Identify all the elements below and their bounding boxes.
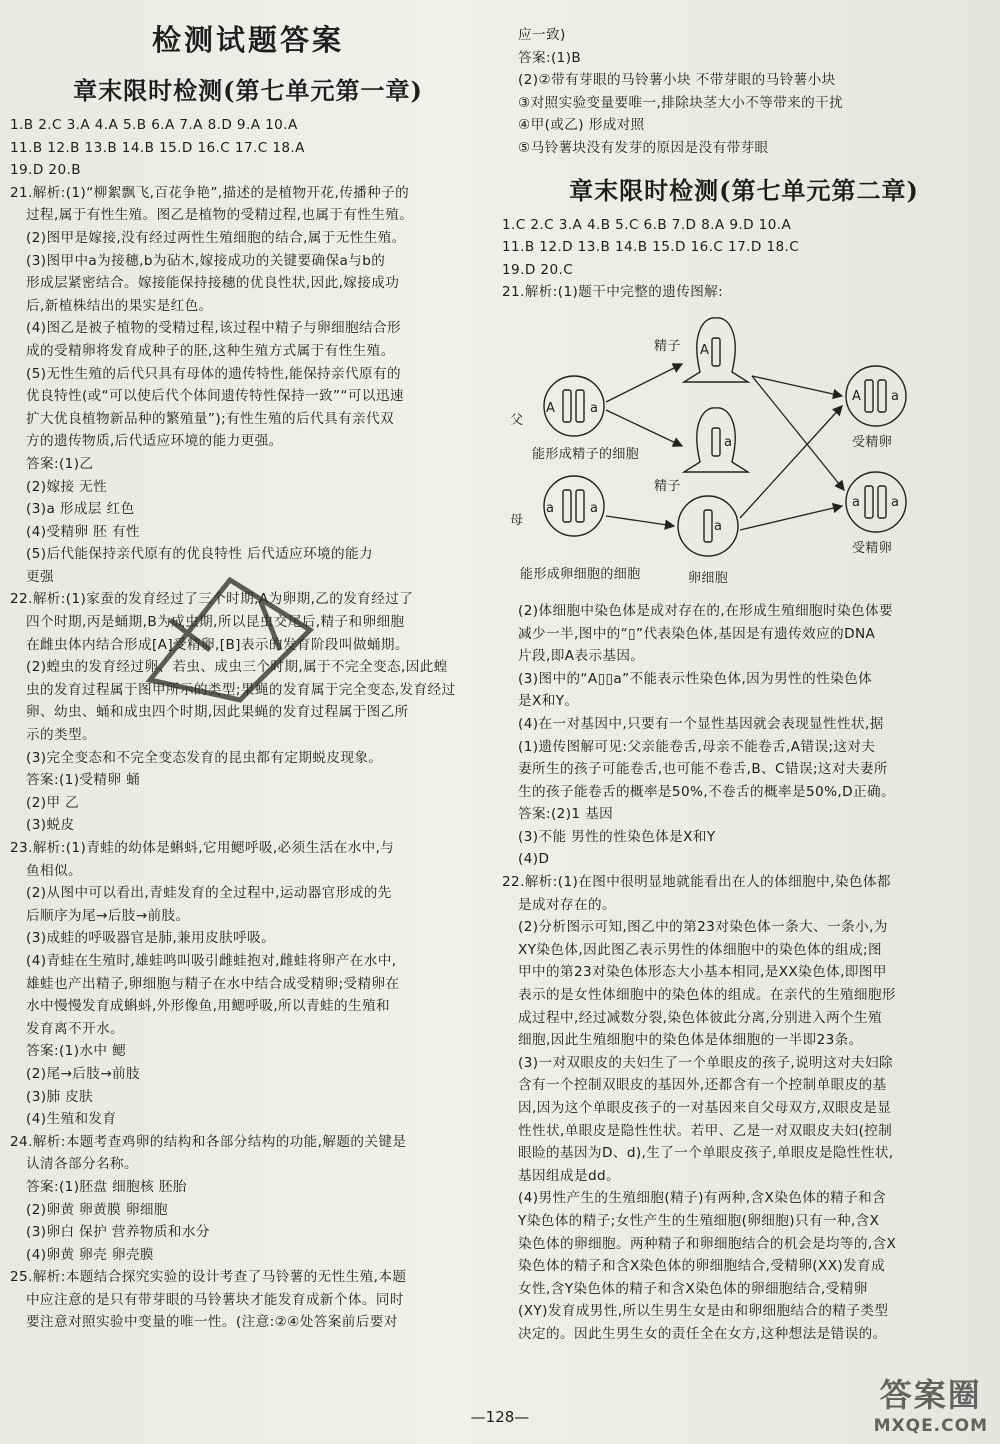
- text-line: (4)图乙是被子植物的受精过程,该过程中精子与卵细胞结合形: [26, 320, 402, 337]
- text-line: (3)肺 皮肤: [26, 1088, 94, 1105]
- text-line: 在雌虫体内结合形成[A]受精卵,[B]表示的发育阶段叫做蛹期。: [26, 636, 409, 653]
- text-line: 11.B 12.B 13.B 14.B 15.D 16.C 17.C 18.A: [10, 139, 305, 156]
- text-line: 方的遗传物质,后代适应环境的能力更强。: [26, 433, 283, 450]
- text-line: (2)甲 乙: [26, 794, 80, 811]
- text-line: (2)从图中可以看出,青蛙发育的全过程中,运动器官形成的先: [26, 885, 392, 902]
- text-line: (4)生殖和发育: [26, 1111, 117, 1128]
- right-bottom-text: [502, 600, 986, 1346]
- left-section-title: 章末限时检测(第七单元第一章): [73, 76, 423, 105]
- text-line: (1)遗传图解可见:父亲能卷舌,母亲不能卷舌,A错误;这对夫: [518, 738, 876, 755]
- text-line: 示的类型。: [26, 727, 96, 744]
- text-line: (4)受精卵 胚 有性: [26, 523, 140, 540]
- text-line: 眼睑的基因为D、d),生了一个单眼皮孩子,单眼皮是隐性性状,: [518, 1145, 894, 1162]
- text-line: 后顺序为尾→后肢→前肢。: [26, 907, 190, 924]
- text-line: (XY)发育成男性,所以生男生女是由和卵细胞结合的精子类型: [518, 1303, 889, 1320]
- zygote-top-gene-a: a: [891, 388, 900, 404]
- zygote-top-gene-A: A: [852, 388, 862, 404]
- text-line: 答案:(1)乙: [26, 455, 94, 472]
- right-mid-text: [502, 214, 986, 304]
- text-line: 染色体的卵细胞。两种精子和卵细胞结合的机会是均等的,含X: [518, 1235, 897, 1252]
- text-line: 答案:(1)B: [518, 49, 582, 66]
- father-label: 父: [510, 412, 524, 428]
- text-line: 染色体的精子和含X染色体的卵细胞结合,受精卵(XX)发育成: [518, 1258, 886, 1275]
- text-line: 答案:(1)受精卵 蛹: [26, 772, 141, 789]
- text-line: 中应注意的是只有带芽眼的马铃薯块才能发育成新个体。同时: [26, 1291, 404, 1308]
- mother-label: 母: [510, 512, 524, 528]
- text-line: 答案:(2)1 基因: [518, 806, 614, 823]
- egg-cell-shape: [678, 496, 738, 556]
- text-line: 雄蛙也产出精子,卵细胞与精子在水中结合成受精卵;受精卵在: [26, 975, 400, 992]
- text-line: 是成对存在的。: [518, 896, 616, 913]
- zygote-bottom-gene-a2: a: [891, 494, 900, 510]
- right-column: [502, 0, 986, 1346]
- text-line: 甲中的第23对染色体形态大小基本相同,是XX染色体,即图甲: [518, 964, 887, 981]
- text-line: 19.D 20.B: [10, 162, 81, 179]
- text-line: 形成层紧密结合。嫁接能保持接穗的优良性状,因此,嫁接成功: [26, 275, 400, 292]
- text-line: 含有一个控制双眼皮的基因外,还都含有一个控制单眼皮的基: [518, 1077, 887, 1094]
- zygote-label-top: 受精卵: [852, 434, 893, 450]
- gene-A-father: A: [546, 400, 556, 416]
- text-line: 更强: [26, 568, 54, 585]
- text-line: (3)不能 男性的性染色体是X和Y: [518, 828, 716, 845]
- text-line: XY染色体,因此图乙表示男性的体细胞中的染色体的组成;图: [518, 941, 882, 958]
- text-line: (3)一对双眼皮的夫妇生了一个单眼皮的孩子,说明这对夫妇除: [518, 1054, 894, 1071]
- text-line: 认清各部分名称。: [26, 1156, 138, 1173]
- text-line: 25.解析:本题结合探究实验的设计考查了马铃薯的无性生殖,本题: [10, 1269, 407, 1286]
- text-line: (4)在一对基因中,只要有一个显性基因就会表现显性性状,据: [518, 715, 884, 732]
- text-line: 答案:(1)水中 鳃: [26, 1043, 127, 1060]
- text-line: 24.解析:本题考查鸡卵的结构和各部分结构的功能,解题的关键是: [10, 1133, 407, 1150]
- text-line: 生的孩子能卷舌的概率是50%,不卷舌的概率是50%,D正确。: [518, 783, 896, 800]
- egg-cell-caption: 能形成卵细胞的细胞: [520, 566, 641, 582]
- text-line: (5)无性生殖的后代只具有母体的遗传特性,能保持亲代原有的: [26, 365, 402, 382]
- text-line: 水中慢慢发育成蝌蚪,外形像鱼,用鳃呼吸,所以青蛙的生殖和: [26, 998, 391, 1015]
- text-line: 四个时期,丙是蛹期,B为成虫期,所以昆虫交尾后,精子和卵细胞: [26, 614, 405, 631]
- sperm-cell-caption: 能形成精子的细胞: [532, 446, 640, 462]
- text-line: 片段,即A表示基因。: [518, 648, 645, 665]
- text-line: (4)男性产生的生殖细胞(精子)有两种,含X染色体的精子和含: [518, 1190, 887, 1207]
- gene-a-father: a: [590, 400, 599, 416]
- text-line: 过程,属于有性生殖。图乙是植物的受精过程,也属于有性生殖。: [26, 207, 414, 224]
- text-line: (2)蝗虫的发育经过卵、若虫、成虫三个时期,属于不完全变态,因此蝗: [26, 659, 448, 676]
- text-line: (3)蜕皮: [26, 817, 75, 834]
- sperm-a-shape: [684, 318, 748, 382]
- text-line: 成的受精卵将发育成种子的胚,这种生殖方式属于有性生殖。: [26, 342, 395, 359]
- text-line: 是X和Y。: [518, 693, 579, 710]
- text-line: ④甲(或乙) 形成对照: [518, 117, 645, 134]
- text-line: 因,因为这个单眼皮孩子的一对基因来自父母双方,双眼皮是显: [518, 1100, 892, 1116]
- text-line: 1.C 2.C 3.A 4.B 5.C 6.B 7.D 8.A 9.D 10.A: [502, 216, 792, 233]
- sperm-label-top: 精子: [654, 338, 681, 354]
- right-top-text: [502, 24, 986, 160]
- page-number: —128—: [470, 1408, 530, 1426]
- text-line: 女性,含Y染色体的精子和含X染色体的卵细胞结合,受精卵: [518, 1280, 868, 1297]
- egg-gene-a: a: [714, 518, 723, 534]
- zygote-bottom-gene-a: a: [852, 494, 861, 510]
- text-line: 鱼相似。: [26, 862, 82, 879]
- text-line: (3)a 形成层 红色: [26, 501, 135, 518]
- text-line: 妻所生的孩子可能卷舌,也可能不卷舌,B、C错误;这对夫妻所: [518, 761, 888, 778]
- text-line: 11.B 12.D 13.B 14.B 15.D 16.C 17.D 18.C: [502, 239, 800, 256]
- text-line: (3)完全变态和不完全变态发育的昆虫都有定期蜕皮现象。: [26, 749, 383, 766]
- text-line: (2)嫁接 无性: [26, 478, 108, 495]
- text-line: (2)卵黄 卵黄膜 卵细胞: [26, 1201, 168, 1218]
- sperm-gene-A: A: [700, 342, 710, 358]
- text-line: 19.D 20.C: [502, 261, 574, 278]
- left-column: [10, 0, 486, 1334]
- text-line: 1.B 2.C 3.A 4.A 5.B 6.A 7.A 8.D 9.A 10.A: [10, 117, 298, 133]
- text-line: 虫的发育过程属于图甲所示的类型;果蝇的发育属于完全变态,发育经过: [26, 681, 456, 698]
- text-line: (3)图甲中a为接穗,b为砧木,嫁接成功的关键要确保a与b的: [26, 252, 386, 269]
- text-line: 细胞,因此生殖细胞中的染色体是体细胞的一半即23条。: [518, 1032, 863, 1049]
- gene-a-mother-left: a: [546, 500, 555, 516]
- text-line: 减少一半,图中的“▯”代表染色体,基因是有遗传效应的DNA: [518, 625, 876, 642]
- text-line: 22.解析:(1)家蚕的发育经过了三个时期,A为卵期,乙的发育经过了: [10, 591, 414, 608]
- text-line: 优良特性(或“可以使后代个体间遗传特性保持一致”“可以迅速: [26, 388, 404, 405]
- zygote-label-bottom: 受精卵: [852, 540, 893, 556]
- text-line: 后,新植株结出的果实是红色。: [26, 297, 213, 314]
- text-line: (3)成蛙的呼吸器官是肺,兼用皮肤呼吸。: [26, 930, 276, 947]
- text-line: 扩大优良植物新品种的繁殖量”);有性生殖的后代具有亲代双: [26, 410, 394, 427]
- watermark-main: 答案圈: [879, 1376, 982, 1414]
- text-line: (2)分析图示可知,图乙中的第23对染色体一条大、一条小,为: [518, 919, 888, 936]
- left-answer-text: [10, 114, 486, 1334]
- text-line: ⑤马铃薯块没有发芽的原因是没有带芽眼: [518, 139, 769, 156]
- text-line: (3)图中的“A▯▯a”不能表示性染色体,因为男性的性染色体: [518, 670, 873, 687]
- text-line: 21.解析:(1)“柳絮飘飞,百花争艳”,描述的是植物开花,传播种子的: [10, 184, 410, 201]
- text-line: 21.解析:(1)题干中完整的遗传图解:: [502, 284, 724, 301]
- sperm-label-bottom: 精子: [654, 478, 681, 494]
- text-line: (2)②带有芽眼的马铃薯小块 不带芽眼的马铃薯小块: [518, 72, 836, 89]
- text-line: 卵、幼虫、蛹和成虫四个时期,因此果蝇的发育过程属于图乙所: [26, 704, 409, 721]
- text-line: (2)图甲是嫁接,没有经过两性生殖细胞的结合,属于无性生殖。: [26, 229, 406, 246]
- right-section-title: 章末限时检测(第七单元第二章): [569, 175, 919, 205]
- text-line: 决定的。因此生男生女的责任全在女方,这种想法是错误的。: [518, 1325, 887, 1342]
- text-line: (3)卵白 保护 营养物质和水分: [26, 1224, 210, 1241]
- text-line: (2)尾→后肢→前肢: [26, 1065, 141, 1082]
- text-line: (2)体细胞中染色体是成对存在的,在形成生殖细胞时染色体要: [518, 602, 894, 619]
- inheritance-diagram: [502, 306, 986, 596]
- sperm-b-shape: [684, 408, 748, 472]
- sperm-gene-a: a: [724, 434, 733, 450]
- text-line: ③对照实验变量要唯一,排除块茎大小不等带来的干扰: [518, 94, 844, 111]
- text-line: 23.解析:(1)青蛙的幼体是蝌蚪,它用鳃呼吸,必须生活在水中,与: [10, 840, 395, 856]
- text-line: 应一致): [518, 27, 566, 43]
- watermark: [874, 1370, 988, 1436]
- text-line: 性性状,单眼皮是隐性性状。若甲、乙是一对双眼皮夫妇(控制: [518, 1122, 893, 1139]
- text-line: Y染色体的精子;女性产生的生殖细胞(卵细胞)只有一种,含X: [518, 1212, 880, 1229]
- text-line: 成过程中,经过减数分裂,染色体彼此分离,分别进入两个生殖: [518, 1009, 883, 1026]
- text-line: (4)D: [518, 851, 550, 868]
- text-line: 发育离不开水。: [26, 1020, 124, 1037]
- text-line: 22.解析:(1)在图中很明显地就能看出在人的体细胞中,染色体都: [502, 874, 891, 891]
- text-line: 表示的是女性体细胞中的染色体的组成。在亲代的生殖细胞形: [518, 987, 896, 1004]
- text-line: 答案:(1)胚盘 细胞核 胚胎: [26, 1178, 187, 1195]
- text-line: 基因组成是dd。: [518, 1167, 621, 1184]
- watermark-url: MXQE.COM: [873, 1416, 988, 1436]
- text-line: (4)卵黄 卵壳 卵壳膜: [26, 1246, 154, 1263]
- main-title: 检测试题答案: [151, 23, 344, 57]
- text-line: 要注意对照实验中变量的唯一性。(注意:②④处答案前后要对: [26, 1314, 398, 1331]
- gene-a-mother: a: [590, 500, 599, 516]
- egg-label: 卵细胞: [688, 570, 729, 586]
- text-line: (4)青蛙在生殖时,雄蛙鸣叫吸引雌蛙抱对,雌蛙将卵产在水中,: [26, 952, 397, 969]
- text-line: (5)后代能保持亲代原有的优良特性 后代适应环境的能力: [26, 546, 374, 563]
